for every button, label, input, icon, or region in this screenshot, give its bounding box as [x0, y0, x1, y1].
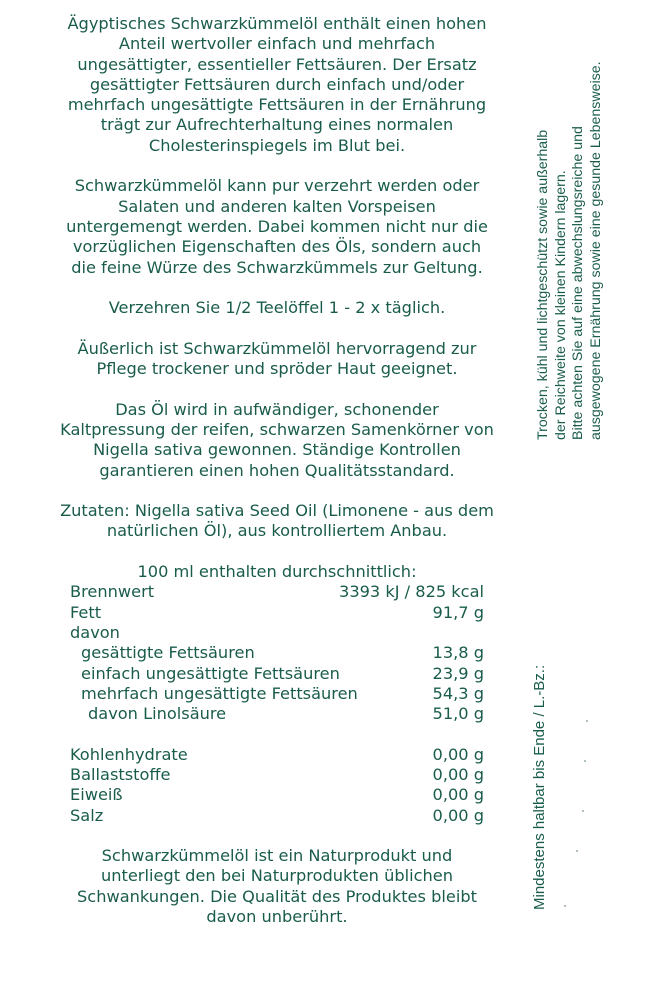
storage-line: Bitte achten Sie auf eine abwechslungsreiche und — [570, 126, 586, 440]
nutrition-label: Brennwert — [70, 582, 155, 602]
speck-mark — [576, 850, 578, 852]
storage-line: Trocken, kühl und lichtgeschützt sowie außerhalb — [535, 129, 551, 440]
ingredients-paragraph: Zutaten: Nigella sativa Seed Oil (Limonene - aus dem natürlichen Öl), aus kontrolliertem Anbau. — [60, 501, 494, 541]
nutrition-label: Kohlenhydrate — [70, 744, 188, 764]
storage-instructions — [535, 61, 605, 440]
nutrition-label: davon — [70, 622, 120, 642]
speck-mark — [564, 905, 566, 907]
nutrition-row-fett — [60, 603, 494, 623]
nutrition-row-linoleic — [60, 704, 494, 724]
nutrition-spacer — [60, 724, 494, 744]
nutrition-value: 0,00 g — [432, 744, 484, 764]
nutrition-row-davon — [60, 623, 494, 643]
nutrition-label: Ballaststoffe — [70, 764, 171, 784]
speck-mark — [582, 810, 584, 812]
nutrition-row-fiber — [60, 765, 494, 785]
nutrition-label: gesättigte Fettsäuren — [81, 643, 255, 663]
dosage-paragraph: Verzehren Sie 1/2 Teelöffel 1 - 2 x täglich. — [108, 298, 446, 318]
nutrition-label: mehrfach ungesättigte Fettsäuren — [81, 683, 358, 703]
nutrition-label: einfach ungesättigte Fettsäuren — [81, 663, 340, 683]
external-use-paragraph: Äußerlich ist Schwarzkümmelöl hervorragend zur Pflege trockener und spröder Haut geeignet. — [77, 338, 477, 379]
description-paragraph: Ägyptisches Schwarzkümmelöl enthält einen hohen Anteil wertvoller einfach und mehrfach ungesättigter, essentieller Fettsäuren. Der Ersatz gesättigter Fettsäuren durch einfach und/oder mehrfach ungesättigte Fettsäuren in der Ernährung trägt zur Aufrechterhaltung eines normalen Cholesterinspiegels im Blut bei. — [67, 14, 487, 155]
nutrition-value: 54,3 g — [432, 683, 484, 703]
nutrition-label: davon Linolsäure — [88, 704, 227, 724]
nutrition-row-protein — [60, 785, 494, 805]
nutrition-value: 0,00 g — [432, 785, 484, 805]
nutrition-value: 3393 kJ / 825 kcal — [339, 582, 484, 602]
nutrition-title: 100 ml enthalten durchschnittlich: — [137, 562, 417, 582]
nutrition-row-monounsaturated — [60, 664, 494, 684]
usage-paragraph: Schwarzkümmelöl kann pur verzehrt werden oder Salaten und anderen kalten Vorspeisen untergemengt werden. Dabei kommen nicht nur die vorzüglichen Eigenschaften des Öls, sondern auch die feine Würze des Schwarzkümmels zur Geltung. — [66, 176, 488, 277]
speck-mark — [584, 760, 586, 762]
print-area-marks — [556, 700, 596, 910]
nutrition-row-saturated — [60, 643, 494, 663]
speck-mark — [586, 720, 588, 722]
nutrition-value: 91,7 g — [432, 602, 484, 622]
nutrition-value: 0,00 g — [432, 805, 484, 825]
nutrition-label: Eiweiß — [70, 785, 123, 805]
natural-product-paragraph: Schwarzkümmelöl ist ein Naturprodukt und unterliegt den bei Naturprodukten üblichen Schwankungen. Die Qualität des Produktes bleibt davon unberührt. — [77, 846, 477, 927]
nutrition-row-polyunsaturated — [60, 684, 494, 704]
nutrition-value: 13,8 g — [432, 643, 484, 663]
storage-line: ausgewogene Ernährung sowie eine gesunde Lebensweise. — [587, 61, 604, 440]
nutrition-row-brennwert — [60, 582, 494, 602]
nutrition-label: Fett — [70, 602, 102, 622]
nutrition-value: 0,00 g — [432, 764, 484, 784]
nutrition-value: 23,9 g — [432, 663, 484, 683]
nutrition-row-carbohydrates — [60, 745, 494, 765]
nutrition-label: Salz — [70, 805, 104, 825]
label-text-column — [60, 14, 494, 948]
nutrition-table — [60, 562, 494, 826]
storage-line: der Reichweite von kleinen Kindern lagern. — [552, 170, 569, 440]
nutrition-row-salt — [60, 806, 494, 826]
best-before-label: Mindestens haltbar bis Ende / L.-Bz.: — [531, 664, 548, 910]
production-paragraph: Das Öl wird in aufwändiger, schonender Kaltpressung der reifen, schwarzen Samenkörner von Nigella sativa gewonnen. Ständige Kontrollen garantieren einen hohen Qualitätsstandard. — [60, 399, 494, 480]
nutrition-value: 51,0 g — [432, 704, 484, 724]
